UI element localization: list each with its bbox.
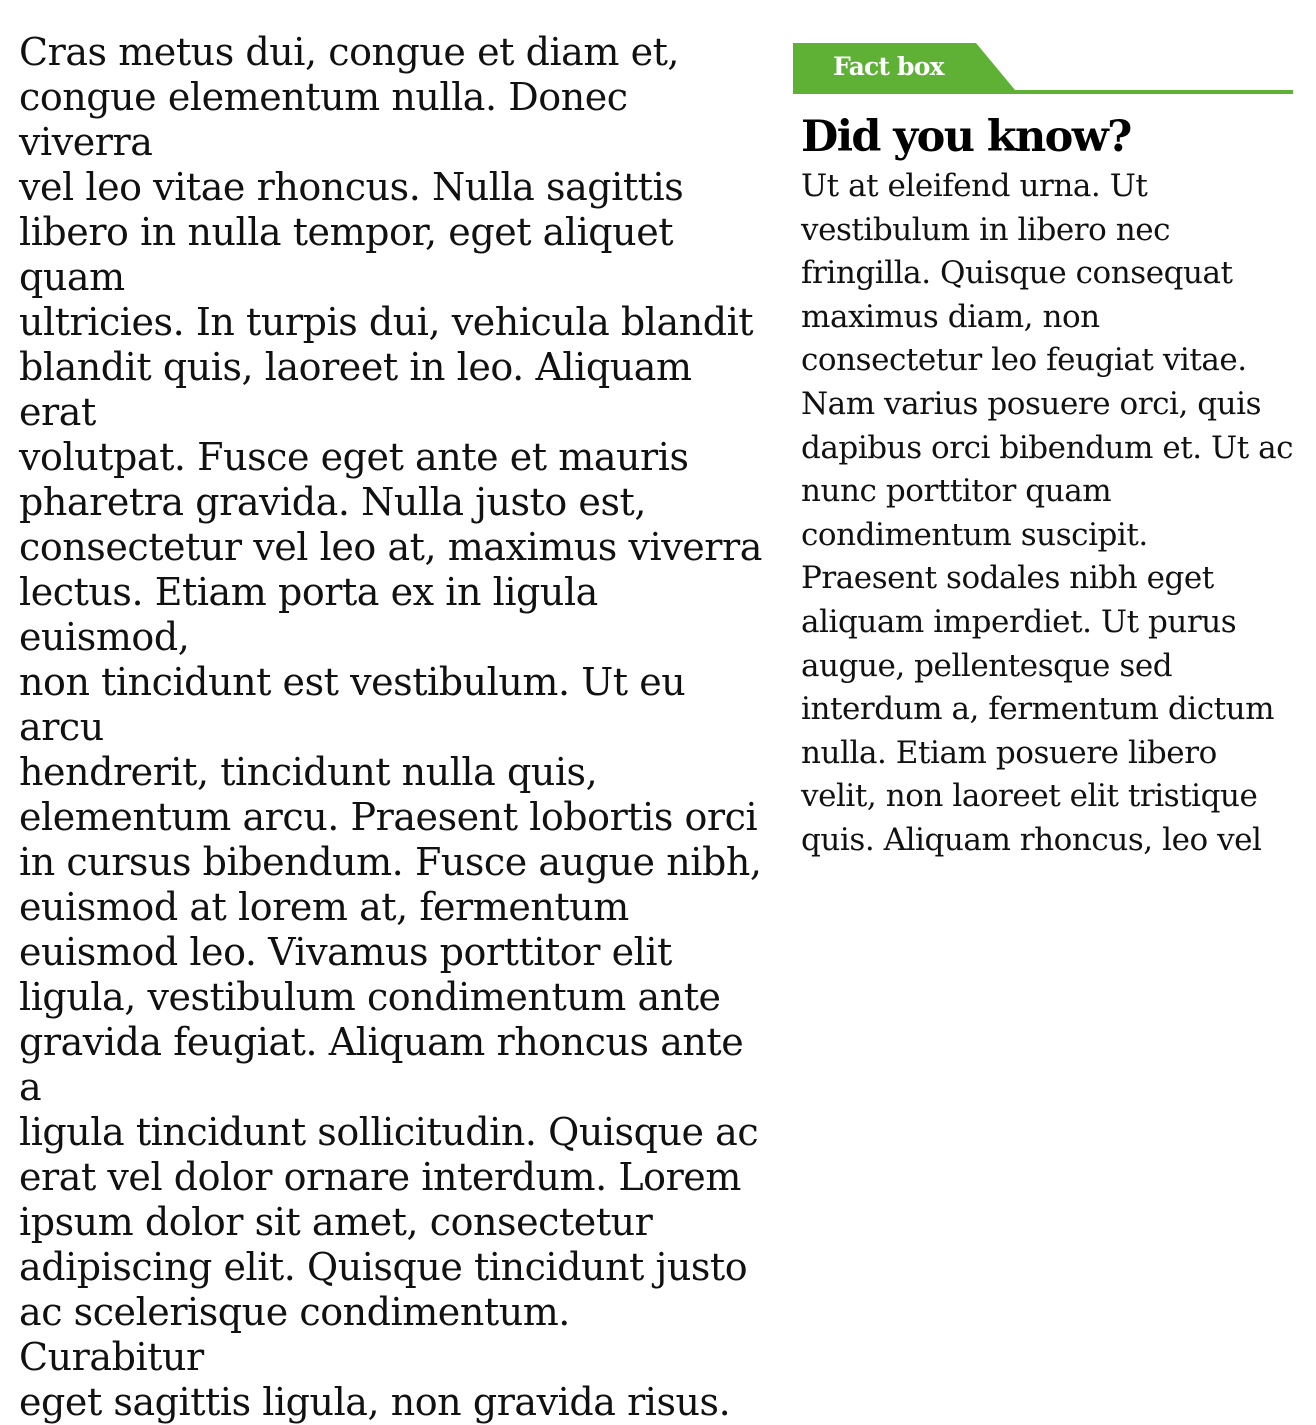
fact-box-heading: Did you know? — [801, 112, 1131, 162]
fact-box-tab-label: Fact box — [833, 52, 944, 81]
article-body-text: Cras metus dui, congue et diam et, congue elementum nulla. Donec viverra vel leo vitae rhoncus. Nulla sagittis libero in nulla tempor, eget aliquet quam ultricies. In turpis dui, vehicula blandit blandit quis, laoreet in leo. Aliquam erat volutpat. Fusce eget ante et mauris pharetra gravida. Nulla justo est, consectetur vel leo at, maximus viverra lectus. Etiam porta ex in ligula euismod, non tincidunt est vestibulum. Ut eu arcu hendrerit, tincidunt nulla quis, elementum arcu. Praesent lobortis orci in cursus bibendum. Fusce augue nibh, euismod at lorem at, fermentum euismod leo. Vivamus porttitor elit ligula, vestibulum condimentum ante gravida feugiat. Aliquam rhoncus ante a ligula tincidunt sollicitudin. Quisque ac erat vel dolor ornare interdum. Lorem ipsum dolor sit amet, consectetur adipiscing elit. Quisque tincidunt justo ac scelerisque condimentum. Curabitur eget sagittis ligula, non gravida risus. — [19, 30, 762, 1424]
fact-box-rule — [793, 90, 1293, 94]
fact-box — [793, 43, 1293, 863]
fact-box-header — [793, 43, 1293, 94]
fact-box-body-text: Ut at eleifend urna. Ut vestibulum in libero nec fringilla. Quisque consequat maximus diam, non consectetur leo feugiat vitae. Nam varius posuere orci, quis dapibus orci bibendum et. Ut ac nunc porttitor quam condimentum suscipit. Praesent sodales nibh eget aliquam imperdiet. Ut purus augue, pellentesque sed interdum a, fermentum dictum nulla. Etiam posuere libero velit, non laoreet elit tristique quis. Aliquam rhoncus, leo vel — [801, 168, 1294, 858]
